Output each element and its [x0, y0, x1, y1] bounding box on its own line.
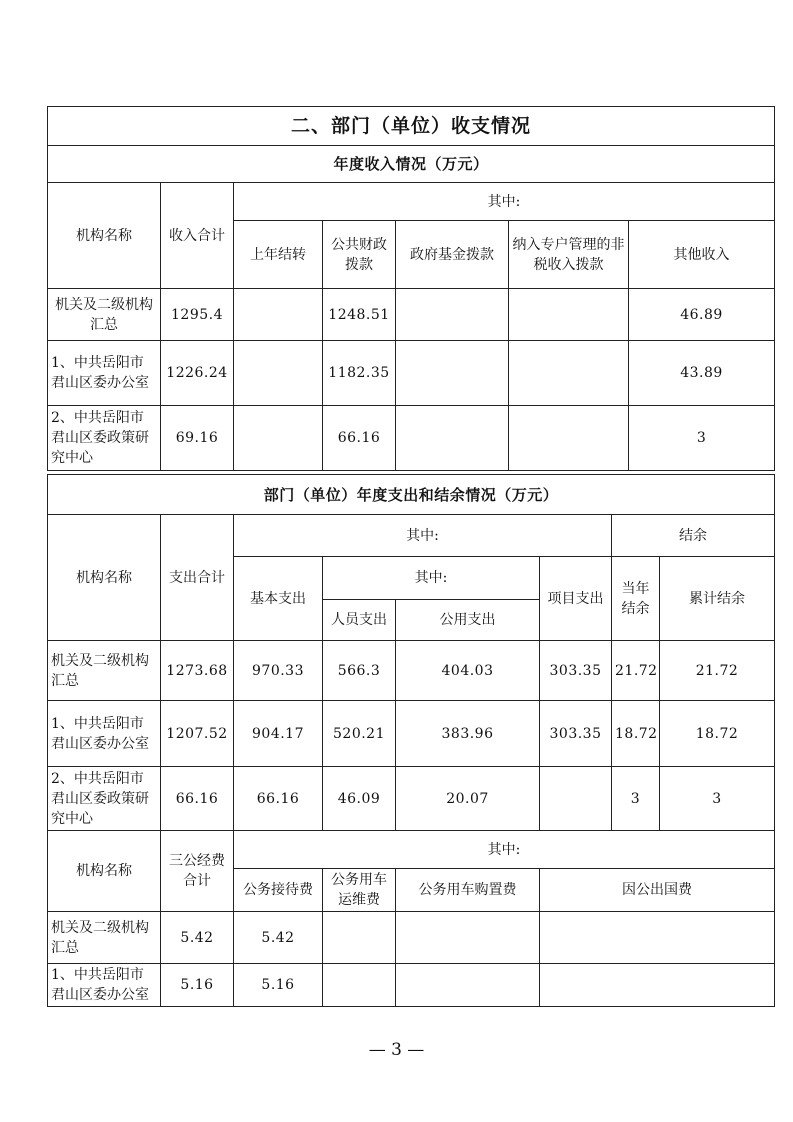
expense-hdr-basic: 基本支出 — [234, 557, 323, 641]
row-name: 机关及二级机构汇总 — [48, 289, 161, 341]
sangong-hdr-vehicle-buy: 公务用车购置费 — [396, 869, 540, 912]
expense-hdr-total: 支出合计 — [161, 515, 234, 641]
row-fund — [396, 406, 509, 471]
row-cum: 18.72 — [660, 701, 775, 767]
row-year: 21.72 — [612, 641, 660, 701]
sangong-hdr-qizhong: 其中: — [234, 831, 775, 869]
row-carry — [234, 406, 323, 471]
row-special — [509, 289, 629, 341]
expense-hdr-office: 公用支出 — [396, 600, 540, 641]
table-row — [48, 341, 775, 406]
row-total: 5.42 — [161, 912, 234, 964]
row-special — [509, 341, 629, 406]
row-reception: 5.16 — [234, 964, 323, 1007]
expense-hdr-balance: 结余 — [612, 515, 775, 557]
page-title: 二、部门（单位）收支情况 — [48, 107, 775, 146]
sangong-hdr-total: 三公经费合计 — [161, 831, 234, 912]
sangong-hdr-reception: 公务接待费 — [234, 869, 323, 912]
row-other: 43.89 — [629, 341, 775, 406]
row-name: 机关及二级机构汇总 — [48, 641, 161, 701]
row-fund — [396, 341, 509, 406]
row-carry — [234, 341, 323, 406]
income-hdr-other: 其他收入 — [629, 221, 775, 289]
row-cum: 21.72 — [660, 641, 775, 701]
row-year: 18.72 — [612, 701, 660, 767]
income-hdr-name: 机构名称 — [48, 183, 161, 289]
row-total: 69.16 — [161, 406, 234, 471]
row-public: 66.16 — [323, 406, 396, 471]
row-name: 1、中共岳阳市君山区委办公室 — [48, 701, 161, 767]
expense-hdr-qizhong2: 其中: — [323, 557, 540, 600]
table-row — [48, 641, 775, 701]
sangong-section — [47, 830, 774, 1007]
row-year: 3 — [612, 767, 660, 831]
row-vehicle-op — [323, 964, 396, 1007]
table-row — [48, 406, 775, 471]
expense-hdr-name: 机构名称 — [48, 515, 161, 641]
expense-title: 部门（单位）年度支出和结余情况（万元） — [48, 475, 775, 515]
income-hdr-carry: 上年结转 — [234, 221, 323, 289]
table-row — [48, 912, 775, 964]
sangong-hdr-vehicle-op: 公务用车运维费 — [323, 869, 396, 912]
row-name: 2、中共岳阳市君山区委政策研究中心 — [48, 767, 161, 831]
row-staff: 566.3 — [323, 641, 396, 701]
sangong-hdr-abroad: 因公出国费 — [540, 869, 775, 912]
expense-hdr-cum: 累计结余 — [660, 557, 775, 641]
row-reception: 5.42 — [234, 912, 323, 964]
row-project: 303.35 — [540, 641, 612, 701]
row-public: 1248.51 — [323, 289, 396, 341]
row-total: 1226.24 — [161, 341, 234, 406]
sangong-hdr-name: 机构名称 — [48, 831, 161, 912]
income-hdr-fund: 政府基金拨款 — [396, 221, 509, 289]
table-row — [48, 767, 775, 831]
row-basic: 970.33 — [234, 641, 323, 701]
row-abroad — [540, 912, 775, 964]
row-staff: 46.09 — [323, 767, 396, 831]
table-row — [48, 964, 775, 1007]
row-project: 303.35 — [540, 701, 612, 767]
row-office: 404.03 — [396, 641, 540, 701]
income-hdr-qizhong: 其中: — [234, 183, 775, 221]
row-office: 383.96 — [396, 701, 540, 767]
row-vehicle-buy — [396, 964, 540, 1007]
row-carry — [234, 289, 323, 341]
expense-table — [47, 474, 775, 831]
row-total: 1273.68 — [161, 641, 234, 701]
row-other: 3 — [629, 406, 775, 471]
expense-hdr-project: 项目支出 — [540, 557, 612, 641]
income-title: 年度收入情况（万元） — [48, 146, 775, 183]
page-number: — 3 — — [368, 1040, 425, 1060]
row-vehicle-op — [323, 912, 396, 964]
row-office: 20.07 — [396, 767, 540, 831]
row-special — [509, 406, 629, 471]
row-other: 46.89 — [629, 289, 775, 341]
expense-section — [47, 474, 774, 831]
row-fund — [396, 289, 509, 341]
table-row — [48, 701, 775, 767]
row-name: 1、中共岳阳市君山区委办公室 — [48, 964, 161, 1007]
expense-hdr-year: 当年结余 — [612, 557, 660, 641]
income-section — [47, 106, 774, 471]
row-total: 1207.52 — [161, 701, 234, 767]
income-hdr-public: 公共财政拨款 — [323, 221, 396, 289]
expense-hdr-qizhong: 其中: — [234, 515, 612, 557]
row-name: 2、中共岳阳市君山区委政策研究中心 — [48, 406, 161, 471]
row-vehicle-buy — [396, 912, 540, 964]
row-abroad — [540, 964, 775, 1007]
row-name: 机关及二级机构汇总 — [48, 912, 161, 964]
row-project — [540, 767, 612, 831]
income-hdr-total: 收入合计 — [161, 183, 234, 289]
income-hdr-special: 纳入专户管理的非税收入拨款 — [509, 221, 629, 289]
row-name: 1、中共岳阳市君山区委办公室 — [48, 341, 161, 406]
row-total: 66.16 — [161, 767, 234, 831]
row-basic: 904.17 — [234, 701, 323, 767]
row-total: 5.16 — [161, 964, 234, 1007]
row-cum: 3 — [660, 767, 775, 831]
row-staff: 520.21 — [323, 701, 396, 767]
expense-hdr-staff: 人员支出 — [323, 600, 396, 641]
income-table — [47, 106, 775, 471]
row-public: 1182.35 — [323, 341, 396, 406]
row-total: 1295.4 — [161, 289, 234, 341]
table-row — [48, 289, 775, 341]
row-basic: 66.16 — [234, 767, 323, 831]
sangong-table — [47, 830, 775, 1007]
